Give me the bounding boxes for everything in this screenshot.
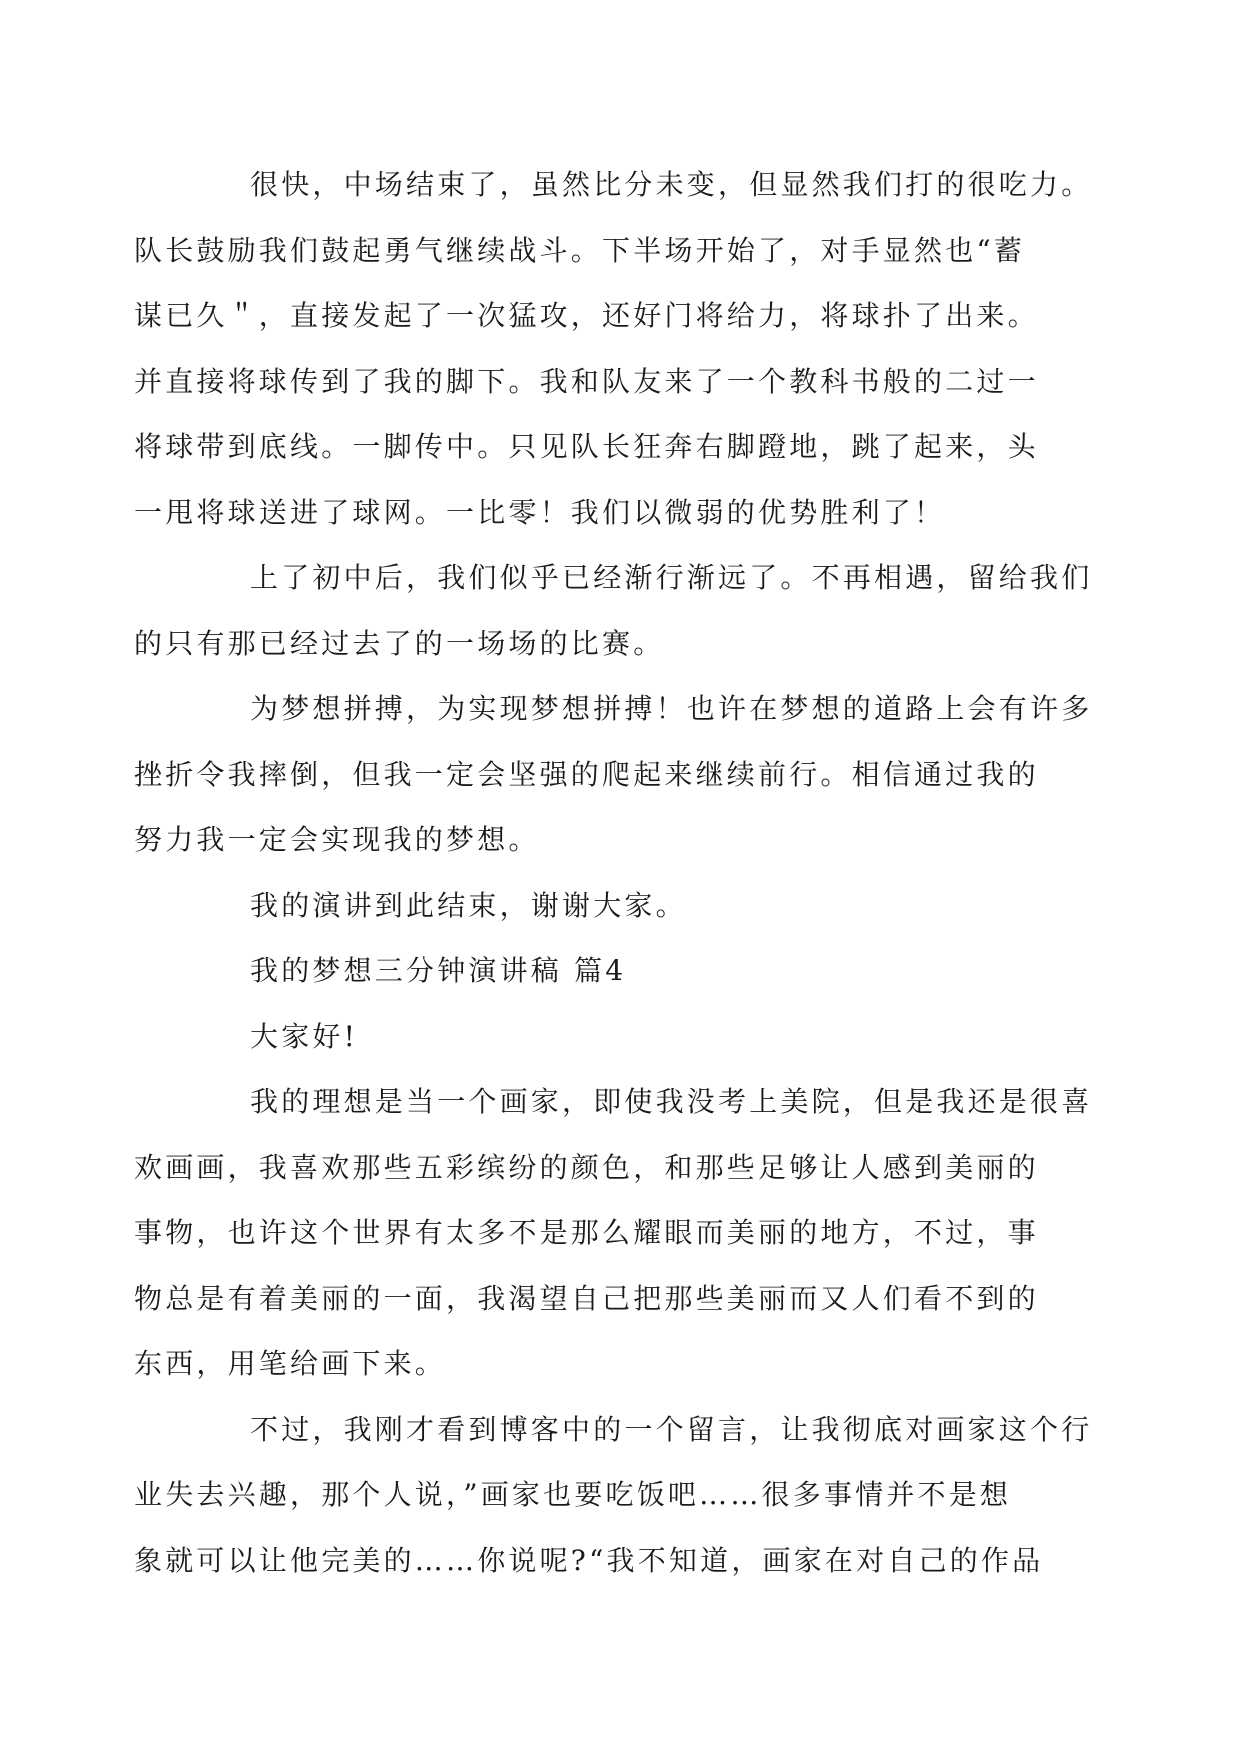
section-heading	[192, 938, 1052, 1004]
text-line: 一甩将球送进了球网。一比零！我们以微弱的优势胜利了！	[134, 495, 946, 529]
text-line: 我的理想是当一个画家，即使我没考上美院，但是我还是很喜	[250, 1085, 1093, 1118]
text-line: 业失去兴趣，那个人说，”画家也要吃饭吧……很多事情并不是想	[134, 1478, 1012, 1511]
text-line: 队长鼓励我们鼓起勇气继续战斗。下半场开始了，对手显然也“蓄	[134, 233, 1026, 267]
text-line: 为梦想拼搏，为实现梦想拼搏！也许在梦想的道路上会有许多	[250, 692, 1093, 725]
paragraph-strive-for-dream	[134, 676, 1093, 873]
text-line: 将球带到底线。一脚传中。只见队长狂奔右脚蹬地，跳了起来，头	[134, 430, 1039, 463]
paragraph-speech-end	[192, 873, 1052, 939]
paragraph-match-second-half	[134, 152, 1093, 545]
text-line: 物总是有着美丽的一面，我渴望自己把那些美丽而又人们看不到的	[134, 1281, 1039, 1315]
text-line: 事物，也许这个世界有太多不是那么耀眼而美丽的地方，不过，事	[134, 1216, 1039, 1249]
paragraph-middle-school	[134, 545, 1093, 676]
text-line: 上了初中后，我们似乎已经渐行渐远了。不再相遇，留给我们	[250, 561, 1093, 594]
text-line: 努力我一定会实现我的梦想。	[134, 823, 540, 856]
text-line: 不过，我刚才看到博客中的一个留言，让我彻底对画家这个行	[250, 1412, 1093, 1446]
text-line: 欢画画，我喜欢那些五彩缤纷的颜色，和那些足够让人感到美丽的	[134, 1150, 1039, 1184]
text-line: 象就可以让他完美的……你说呢?“我不知道，画家在对自己的作品	[134, 1543, 1044, 1577]
text-line: 大家好!	[250, 1019, 359, 1053]
greeting	[192, 1004, 1052, 1070]
text-line: 的只有那已经过去了的一场场的比赛。	[134, 626, 665, 660]
text-line: 挫折令我摔倒，但我一定会坚强的爬起来继续前行。相信通过我的	[134, 757, 1039, 791]
text-line: 并直接将球传到了我的脚下。我和队友来了一个教科书般的二过一	[134, 364, 1039, 398]
text-line: 我的演讲到此结束，谢谢大家。	[250, 888, 687, 922]
paragraph-painter-dream	[134, 1069, 1093, 1397]
section-title: 我的梦想三分钟演讲稿 篇4	[250, 954, 627, 987]
paragraph-blog-comment	[134, 1397, 1093, 1594]
text-line: 东西，用笔给画下来。	[134, 1347, 447, 1380]
document-body	[134, 152, 1093, 1593]
text-line: 很快，中场结束了，虽然比分未变，但显然我们打的很吃力。	[250, 168, 1093, 201]
text-line: 谋已久＂，直接发起了一次猛攻，还好门将给力，将球扑了出来。	[134, 299, 1039, 332]
